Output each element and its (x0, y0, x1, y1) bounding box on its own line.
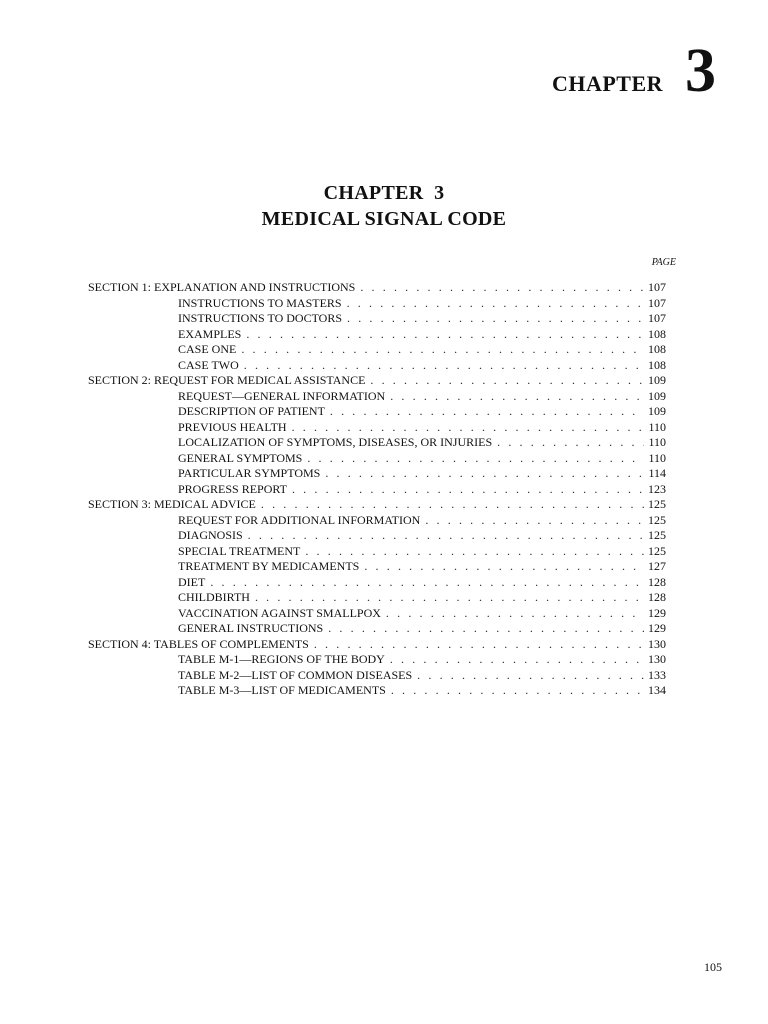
toc-entry (88, 311, 666, 327)
toc-entry-label: GENERAL INSTRUCTIONS (178, 621, 324, 635)
page-number: 105 (704, 960, 722, 974)
toc-entry (88, 513, 666, 529)
toc-entry-page: 129 (648, 605, 666, 620)
toc-dot-leader (347, 311, 644, 327)
toc-entry (88, 342, 666, 358)
toc-entry-label: INSTRUCTIONS TO MASTERS (178, 295, 342, 310)
toc-dot-leader (386, 606, 644, 622)
page-title (0, 180, 768, 232)
toc-entry-label: SECTION 4: TABLES OF COMPLEMENTS (88, 636, 309, 651)
toc-entry-label: TREATMENT BY MEDICAMENTS (178, 559, 360, 573)
toc-entry (88, 296, 666, 312)
toc-entry-label: TABLE M-1—REGIONS OF THE BODY (178, 652, 385, 666)
toc-entry-page: 127 (648, 559, 666, 573)
toc-entry (88, 404, 666, 420)
toc-dot-leader (417, 668, 644, 684)
toc-entry-label: CASE ONE (178, 342, 237, 356)
toc-entry-page: 129 (648, 621, 666, 635)
toc-entry-page: 110 (648, 419, 666, 434)
toc-entry (88, 528, 666, 544)
toc-entry-label: SPECIAL TREATMENT (178, 543, 301, 558)
toc-dot-leader (255, 590, 644, 606)
toc-entry (88, 466, 666, 482)
toc-entry-page: 128 (648, 590, 666, 604)
toc-dot-leader (305, 544, 644, 560)
toc-entry (88, 280, 666, 296)
toc-entry (88, 668, 666, 684)
toc-entry-page: 109 (648, 404, 666, 418)
toc-entry-page: 133 (648, 667, 666, 682)
toc-dot-leader (497, 435, 644, 451)
toc-dot-leader (347, 296, 644, 312)
toc-entry-label: VACCINATION AGAINST SMALLPOX (178, 605, 381, 620)
toc-entry (88, 652, 666, 668)
toc-entry-page: 110 (648, 450, 666, 465)
toc-entry (88, 606, 666, 622)
toc-entry-label: EXAMPLES (178, 326, 242, 341)
toc-entry (88, 637, 666, 653)
toc-entry (88, 373, 666, 389)
toc-entry-page: 128 (648, 574, 666, 589)
toc-dot-leader (330, 404, 644, 420)
toc-entry (88, 497, 666, 513)
toc-dot-leader (325, 466, 644, 482)
toc-entry-label: REQUEST—GENERAL INFORMATION (178, 388, 386, 403)
toc-entry-page: 109 (648, 388, 666, 403)
toc-entry (88, 389, 666, 405)
toc-dot-leader (314, 637, 644, 653)
toc-entry (88, 327, 666, 343)
toc-entry (88, 482, 666, 498)
toc-dot-leader (364, 559, 644, 575)
toc-entry-label: SECTION 1: EXPLANATION AND INSTRUCTIONS (88, 280, 356, 294)
toc-entry-label: PARTICULAR SYMPTOMS (178, 466, 321, 480)
toc-entry-label: SECTION 2: REQUEST FOR MEDICAL ASSISTANCE (88, 373, 366, 387)
toc-entry-page: 123 (648, 481, 666, 496)
toc-dot-leader (390, 389, 644, 405)
toc-entry-label: LOCALIZATION OF SYMPTOMS, DISEASES, OR INJURIES (178, 435, 493, 449)
toc-dot-leader (241, 342, 644, 358)
toc-entry-page: 130 (648, 636, 666, 651)
toc-entry-page: 108 (648, 342, 666, 356)
chapter-header (551, 37, 716, 105)
toc-entry-label: INSTRUCTIONS TO DOCTORS (178, 311, 343, 325)
toc-dot-leader (370, 373, 644, 389)
toc-entry (88, 435, 666, 451)
toc-dot-leader (328, 621, 644, 637)
toc-dot-leader (307, 451, 644, 467)
toc-entry-page: 125 (648, 543, 666, 558)
chapter-word: CHAPTER (551, 71, 663, 96)
toc-entry-page: 134 (648, 683, 666, 697)
title-name-line: MEDICAL SIGNAL CODE (261, 208, 507, 230)
toc-dot-leader (292, 420, 644, 436)
toc-entry (88, 358, 666, 374)
chapter-number: 3 (685, 37, 716, 105)
toc-entry-label: GENERAL SYMPTOMS (178, 450, 303, 465)
toc-entry-page: 107 (648, 295, 666, 310)
toc-entry-page: 114 (648, 466, 666, 480)
toc-entry-page: 110 (648, 435, 666, 449)
page-column-label: PAGE (651, 257, 676, 268)
toc-entry-page: 107 (648, 311, 666, 325)
toc-entry (88, 621, 666, 637)
toc-entry-label: TABLE M-3—LIST OF MEDICAMENTS (178, 683, 386, 697)
toc-entry (88, 559, 666, 575)
toc-dot-leader (210, 575, 644, 591)
toc-entry-page: 108 (648, 326, 666, 341)
toc-dot-leader (246, 327, 644, 343)
toc-dot-leader (391, 683, 644, 699)
toc-entry (88, 590, 666, 606)
toc-entry-page: 125 (648, 512, 666, 527)
toc-entry-label: SECTION 3: MEDICAL ADVICE (88, 497, 256, 511)
toc-entry-label: TABLE M-2—LIST OF COMMON DISEASES (178, 667, 413, 682)
toc-dot-leader (425, 513, 644, 529)
toc-entry-page: 125 (648, 497, 666, 511)
toc-entry-label: DIAGNOSIS (178, 528, 243, 542)
toc-entry-page: 107 (648, 280, 666, 294)
toc-entry (88, 544, 666, 560)
toc-dot-leader (244, 358, 644, 374)
toc-entry-label: DESCRIPTION OF PATIENT (178, 404, 325, 418)
table-of-contents (88, 280, 666, 699)
toc-entry-page: 130 (648, 652, 666, 666)
toc-dot-leader (248, 528, 644, 544)
toc-entry-label: CASE TWO (178, 357, 239, 372)
toc-entry-label: CHILDBIRTH (178, 590, 250, 604)
toc-entry-label: PREVIOUS HEALTH (178, 419, 287, 434)
toc-entry-page: 125 (648, 528, 666, 542)
toc-entry (88, 420, 666, 436)
toc-dot-leader (360, 280, 644, 296)
toc-entry (88, 683, 666, 699)
toc-entry-label: REQUEST FOR ADDITIONAL INFORMATION (178, 512, 421, 527)
toc-entry (88, 575, 666, 591)
toc-entry-page: 108 (648, 357, 666, 372)
toc-entry-label: PROGRESS REPORT (178, 481, 287, 496)
toc-entry (88, 451, 666, 467)
title-chapter-line: CHAPTER 3 (323, 182, 445, 204)
toc-entry-page: 109 (648, 373, 666, 387)
toc-dot-leader (261, 497, 644, 513)
toc-dot-leader (390, 652, 644, 668)
toc-dot-leader (292, 482, 644, 498)
toc-entry-label: DIET (178, 574, 206, 589)
